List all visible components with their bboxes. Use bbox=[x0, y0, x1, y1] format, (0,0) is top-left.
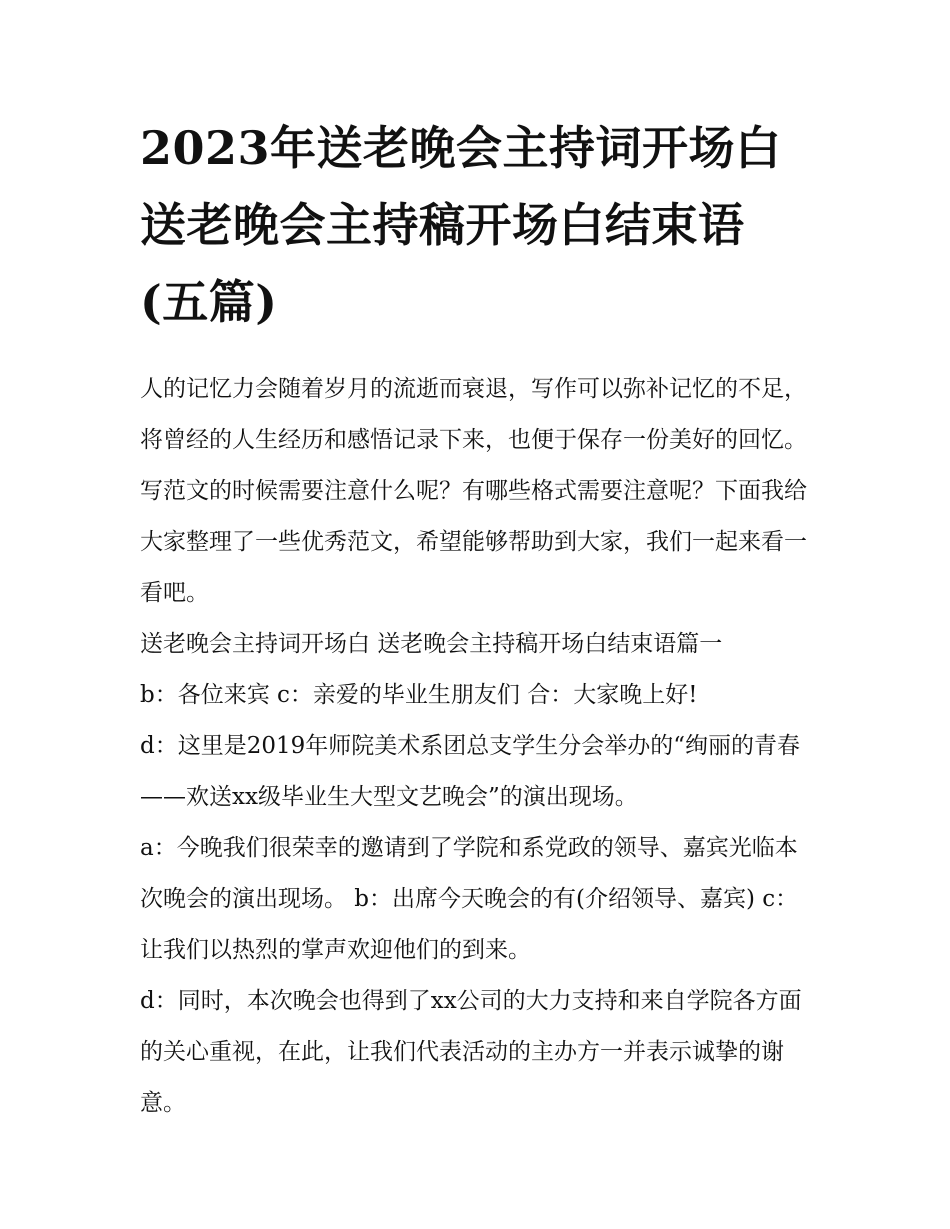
dialogue-paragraph: b：各位来宾 c：亲爱的毕业生朋友们 合：大家晚上好! bbox=[140, 682, 698, 708]
dialogue-paragraph: d：这里是2019年师院美术系团总支学生分会举办的“绚丽的青春——欢送xx级毕业生大型文艺晚会”的演出现场。 bbox=[140, 733, 801, 810]
document-page bbox=[140, 110, 820, 1129]
dialogue-paragraph: a：今晚我们很荣幸的邀请到了学院和系党政的领导、嘉宾光临本次晚会的演出现场。 b：出席今天晚会的有(介绍领导、嘉宾) c：让我们以热烈的掌声欢迎他们的到来。 bbox=[140, 835, 799, 963]
title-line: 送老晚会主持稿开场白结束语 bbox=[140, 198, 745, 252]
title-line: 2023年送老晚会主持词开场白 bbox=[140, 121, 782, 175]
section-heading: 送老晚会主持词开场白 送老晚会主持稿开场白结束语篇一 bbox=[140, 631, 723, 657]
intro-paragraph: 人的记忆力会随着岁月的流逝而衰退，写作可以弥补记忆的不足，将曾经的人生经历和感悟记录下来，也便于保存一份美好的回忆。写范文的时候需要注意什么呢？有哪些格式需要注意呢？下面我给大家整理了一些优秀范文，希望能够帮助到大家，我们一起来看一看吧。 bbox=[140, 376, 807, 606]
document-title bbox=[140, 110, 820, 341]
document-body bbox=[140, 364, 820, 1129]
title-line: (五篇) bbox=[140, 275, 278, 329]
dialogue-paragraph: d：同时，本次晚会也得到了xx公司的大力支持和来自学院各方面的关心重视，在此，让我们代表活动的主办方一并表示诚挚的谢意。 bbox=[140, 988, 802, 1116]
